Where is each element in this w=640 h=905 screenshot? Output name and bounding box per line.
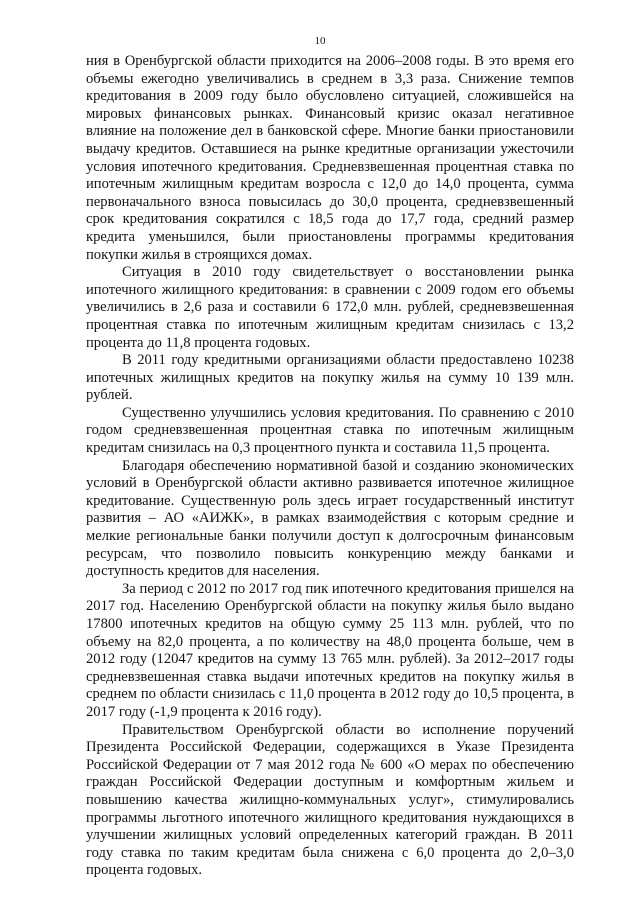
page-number: 10 xyxy=(314,35,326,47)
paragraph-aizhk-role: Благодаря обеспечению нормативной базой и созданию экономических условий в Оренбургской области активно развивается ипотечное жилищное кредитование. Существенную роль здесь играет государственный институт развития – АО «АИЖК», в рамках взаимодействия с которым средние и мелкие региональные банки получили доступ к долгосрочным финансовым ресурсам, что позволило повысить конкуренцию между банками и доступность кредитов для населения. xyxy=(86,457,574,580)
paragraph-2012-2017-period: За период с 2012 по 2017 год пик ипотечного кредитования пришелся на 2017 год. Населению Оренбургской области на покупку жилья было выдано 17800 ипотечных кредитов на общую сумму 25 113 млн. рублей, что по объему на 82,0 процента, а по количеству на 48,0 процента больше, чем в 2012 году (12047 кредитов на сумму 13 765 млн. рублей). За 2012–2017 годы средневзвешенная ставка выдачи ипотечных кредитов на покупку жилья в среднем по области снизилась с 11,0 процента в 2012 году до 10,5 процента, в 2017 году (-1,9 процента к 2016 году). xyxy=(86,580,574,720)
paragraph-continuation: ния в Оренбургской области приходится на 2006–2008 годы. В это время его объемы ежегодно увеличивались в среднем в 3,3 раза. Снижение темпов кредитования в 2009 году было обусловлено ситуацией, сложившейся на мировых финансовых рынках. Финансовый кризис оказал негативное влияние на положение дел в банковской сфере. Многие банки приостановили выдачу кредитов. Оставшиеся на рынке кредитные организации ужесточили условия ипотечного кредитования. Средневзвешенная процентная ставка по ипотечным жилищным кредитам возросла с 12,0 до 14,0 процента, сумма первоначального взноса повысилась до 30,0 процента, средневзвешенный срок кредитования сократился с 18,5 года до 17,7 года, средний размер кредита уменьшился, были приостановлены программы кредитования покупки жилья в строящихся домах. xyxy=(86,53,574,263)
paragraph-credit-conditions: Существенно улучшились условия кредитования. По сравнению с 2010 годом средневзвешенная процентная ставка по ипотечным жилищным кредитам снизилась на 0,3 процентного пункта и составила 11,5 процента. xyxy=(86,404,574,457)
body-text xyxy=(86,53,574,880)
paragraph-2011-loans: В 2011 году кредитными организациями области предоставлено 10238 ипотечных жилищных кредитов на покупку жилья на сумму 10 139 млн. рублей. xyxy=(86,352,574,404)
paragraph-2010-recovery: Ситуация в 2010 году свидетельствует о восстановлении рынка ипотечного жилищного кредитования: в сравнении с 2009 годом его объемы увеличились в 2,6 раза и составили 6 172,0 млн. рублей, средневзвешенная процентная ставка по ипотечным жилищным кредитам снизилась с 13,2 процента до 11,8 процента годовых. xyxy=(86,264,574,351)
paragraph-government-programs: Правительством Оренбургской области во исполнение поручений Президента Российской Федерации, содержащихся в Указе Президента Российской Федерации от 7 мая 2012 года № 600 «О мерах по обеспечению граждан Российской Федерации доступным и комфортным жильем и повышению качества жилищно-коммунальных услуг», стимулировались программы льготного ипотечного жилищного кредитования нуждающихся в улучшении жилищных условий определенных категорий граждан. В 2011 году ставка по таким кредитам была снижена с 6,0 процента до 2,0–3,0 процента годовых. xyxy=(86,721,574,879)
